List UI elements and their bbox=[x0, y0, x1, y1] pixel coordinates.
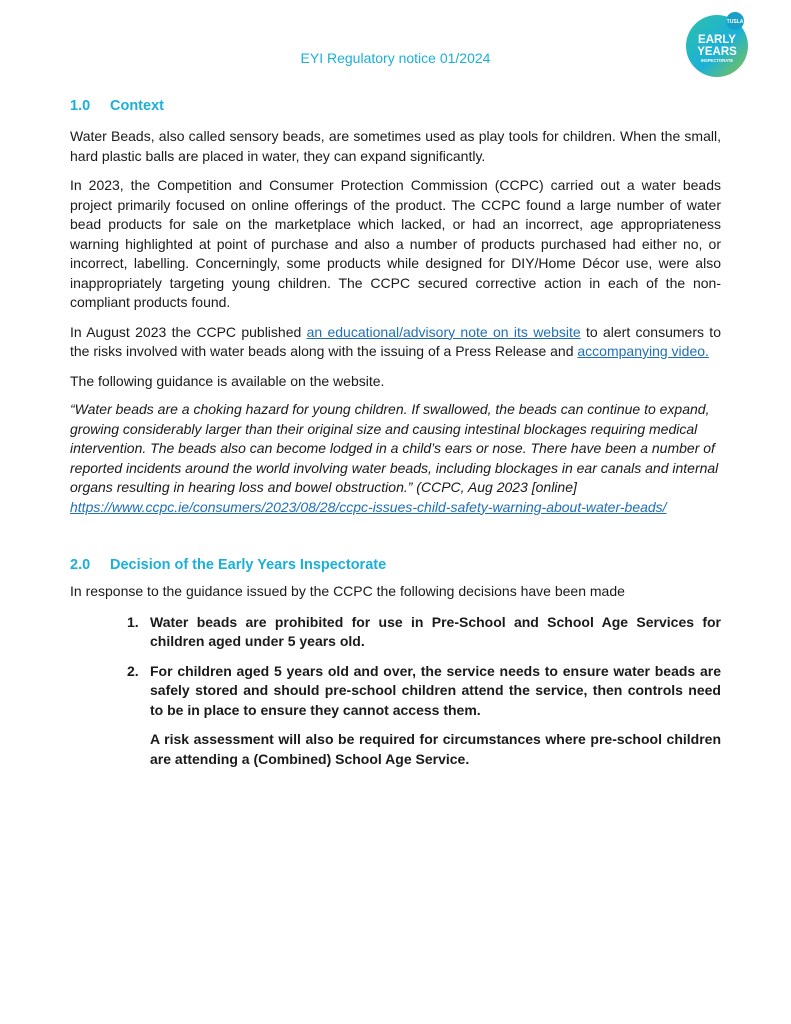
decision-item-1 bbox=[127, 613, 721, 652]
decision-list bbox=[127, 613, 721, 721]
context-paragraph-1: Water Beads, also called sensory beads, are sometimes used as play tools for children. When the small, hard plastic balls are placed in water, they can expand significantly. bbox=[70, 128, 721, 164]
risk-assessment-text: A risk assessment will also be required for circumstances where pre-school children are attending a (Combined) School Age Service. bbox=[150, 731, 721, 767]
decision-followup bbox=[127, 730, 721, 769]
early-years-inspectorate-logo bbox=[683, 10, 751, 78]
decision-item-text: Water beads are prohibited for use in Pre-School and School Age Services for children aged under 5 years old. bbox=[150, 613, 721, 649]
section-1-number: 1.0 bbox=[70, 98, 91, 114]
decision-item-number: 2. bbox=[127, 662, 139, 679]
decision-item-text: For children aged 5 years old and over, the service needs to ensure water beads are safely stored and should pre-school children attend the service, then controls need to be in place to ensure they cannot access them. bbox=[150, 662, 721, 718]
decision-item-2 bbox=[127, 662, 721, 721]
context-paragraph-2: In 2023, the Competition and Consumer Protection Commission (CCPC) carried out a water beads project primarily focused on online offerings of the product. The CCPC found a large number of water bead products for sale on the marketplace which lacked, or had an incorrect, age appropriateness warning highlighted at point of purchase and also a number of products purchased had either no, or incorrect, labelling. Concerningly, some products while designed for DIY/Home Décor use, were also inappropriately targeting young children. The CCPC secured corrective action in each of the non-compliant products found. bbox=[70, 177, 721, 310]
page-header-title: EYI Regulatory notice 01/2024 bbox=[300, 50, 491, 66]
ccpc-quote bbox=[70, 400, 721, 517]
context-paragraph-3 bbox=[70, 323, 721, 362]
accompanying-video-link[interactable]: accompanying video. bbox=[577, 343, 709, 359]
decision-intro: In response to the guidance issued by the CCPC the following decisions have been made bbox=[70, 583, 625, 599]
document-body bbox=[70, 94, 721, 769]
decision-item-number: 1. bbox=[127, 613, 139, 630]
section-2-number: 2.0 bbox=[70, 557, 91, 573]
risk-assessment-note bbox=[127, 730, 721, 769]
quote-text: “Water beads are a choking hazard for young children. If swallowed, the beads can continue to expand, growing considerably larger than their original size and causing intestinal blockages requiring medical intervention. The beads also can become lodged in a child’s ears or nose. There have been a number of reported incidents around the world involving water beads, including blockages in ear canals and internal organs resulting in hearing loss and bowel obstruction.” (CCPC, Aug 2023 [online] bbox=[70, 401, 719, 495]
section-1-heading bbox=[70, 94, 721, 118]
guidance-intro: The following guidance is available on the website. bbox=[70, 372, 385, 389]
tusla-logo-text: TUSLA bbox=[726, 19, 744, 25]
section-1-title: Context bbox=[110, 98, 164, 114]
paragraph-3-text-a: In August 2023 the CCPC published bbox=[70, 323, 307, 340]
logo-early-text: EARLY bbox=[698, 34, 736, 46]
section-2-title: Decision of the Early Years Inspectorate bbox=[110, 557, 387, 573]
logo-years-text: YEARS bbox=[697, 46, 737, 58]
paragraph-3-text-b: to alert consumers to the risks involved with water beads along with the issuing of a Press Release and bbox=[70, 323, 721, 359]
logo-inspectorate-text: INSPECTORATE bbox=[700, 58, 734, 63]
ccpc-warning-url-link[interactable]: https://www.ccpc.ie/consumers/2023/08/28/ccpc-issues-child-safety-warning-about-water-beads/ bbox=[70, 498, 667, 515]
section-2-heading bbox=[70, 553, 721, 577]
ccpc-advisory-note-link[interactable]: an educational/advisory note on its website bbox=[306, 323, 581, 340]
